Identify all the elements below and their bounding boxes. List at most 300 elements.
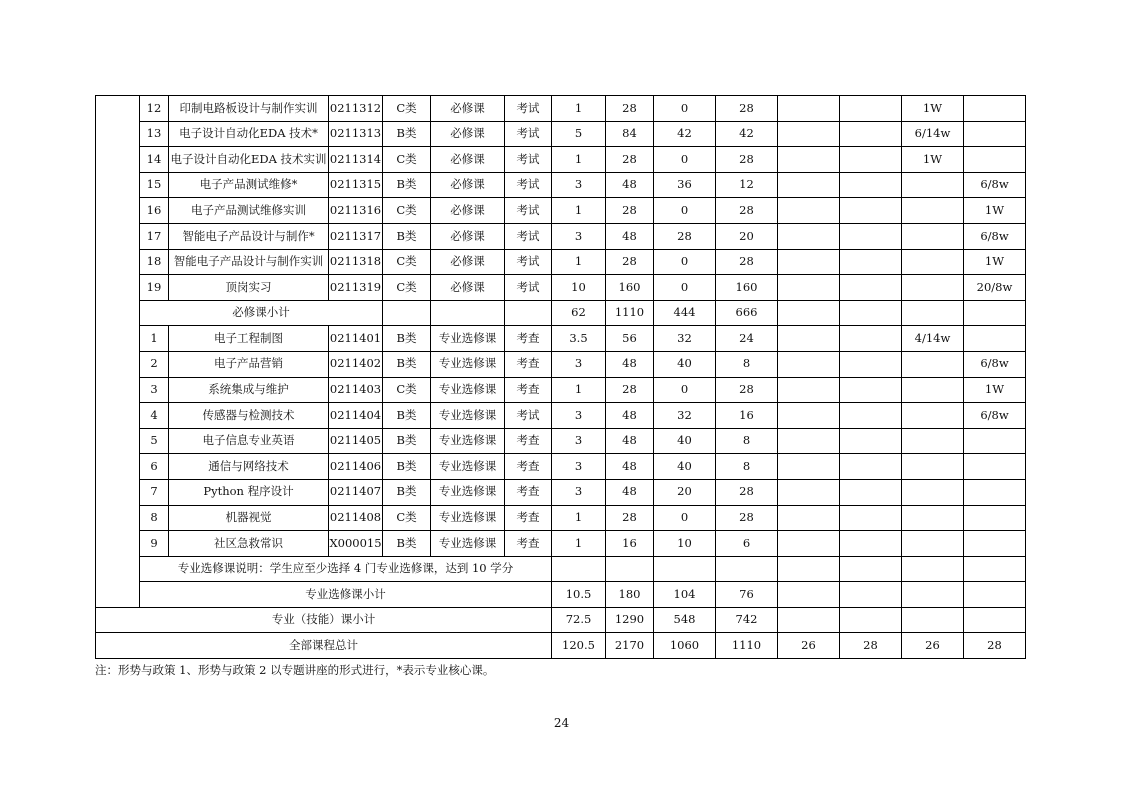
semester-5-hours <box>778 121 840 147</box>
semester-5-hours <box>778 326 840 352</box>
course-category: C类 <box>383 198 431 224</box>
semester-8-hours <box>964 479 1026 505</box>
credits: 72.5 <box>552 607 606 633</box>
semester-5-hours <box>778 479 840 505</box>
professional-subtotal-row <box>96 607 1088 633</box>
course-category: C类 <box>383 147 431 173</box>
semester-6-hours <box>840 326 902 352</box>
total-hours: 48 <box>606 223 654 249</box>
semester-5-hours <box>778 351 840 377</box>
semester-5-hours <box>778 531 840 557</box>
semester-7-hours <box>902 275 964 301</box>
assessment-method: 考试 <box>505 121 552 147</box>
assessment-method: 考试 <box>505 403 552 429</box>
credits: 3 <box>552 454 606 480</box>
semester-5-hours <box>778 505 840 531</box>
theory-hours: 444 <box>654 300 716 326</box>
table-row <box>96 428 1088 454</box>
credits: 3 <box>552 172 606 198</box>
semester-8-hours: 1W <box>964 377 1026 403</box>
course-type: 专业选修课 <box>431 479 505 505</box>
empty-cell <box>902 556 964 582</box>
course-name: 智能电子产品设计与制作* <box>169 223 329 249</box>
total-label: 全部课程总计 <box>96 633 552 659</box>
row-number: 18 <box>140 249 169 275</box>
total-hours: 1110 <box>606 300 654 326</box>
empty-cell <box>964 300 1026 326</box>
semester-6-hours <box>840 121 902 147</box>
semester-6-hours <box>840 531 902 557</box>
practice-hours: 6 <box>716 531 778 557</box>
total-hours: 160 <box>606 275 654 301</box>
course-code: 0211318 <box>329 249 383 275</box>
course-name: 印制电路板设计与制作实训 <box>169 96 329 122</box>
empty-cell <box>902 300 964 326</box>
row-number: 7 <box>140 479 169 505</box>
course-category: C类 <box>383 377 431 403</box>
subtotal-label: 专业（技能）课小计 <box>96 607 552 633</box>
credits: 1 <box>552 505 606 531</box>
theory-hours: 20 <box>654 479 716 505</box>
course-name: Python 程序设计 <box>169 479 329 505</box>
theory-hours: 1060 <box>654 633 716 659</box>
practice-hours: 742 <box>716 607 778 633</box>
semester-7-hours <box>902 172 964 198</box>
course-category: B类 <box>383 172 431 198</box>
semester-7-hours <box>902 479 964 505</box>
assessment-method: 考查 <box>505 505 552 531</box>
practice-hours: 160 <box>716 275 778 301</box>
semester-8-hours: 6/8w <box>964 223 1026 249</box>
practice-hours: 42 <box>716 121 778 147</box>
course-category: B类 <box>383 479 431 505</box>
course-type: 专业选修课 <box>431 326 505 352</box>
semester-8-hours <box>964 454 1026 480</box>
practice-hours: 76 <box>716 582 778 608</box>
credits: 3 <box>552 479 606 505</box>
course-type: 专业选修课 <box>431 505 505 531</box>
total-hours: 16 <box>606 531 654 557</box>
credits: 3 <box>552 403 606 429</box>
table-row <box>96 96 1088 122</box>
category-group-cell <box>96 96 140 608</box>
course-type: 专业选修课 <box>431 351 505 377</box>
course-type: 必修课 <box>431 249 505 275</box>
credits: 3 <box>552 223 606 249</box>
total-hours: 48 <box>606 479 654 505</box>
semester-7-hours <box>902 428 964 454</box>
semester-6-hours <box>840 454 902 480</box>
practice-hours: 8 <box>716 454 778 480</box>
row-number: 9 <box>140 531 169 557</box>
practice-hours: 666 <box>716 300 778 326</box>
course-name: 电子设计自动化EDA 技术实训 <box>169 147 329 173</box>
course-type: 专业选修课 <box>431 428 505 454</box>
credits: 1 <box>552 377 606 403</box>
row-number: 19 <box>140 275 169 301</box>
row-number: 5 <box>140 428 169 454</box>
course-schedule-table <box>95 95 1088 659</box>
empty-cell <box>964 556 1026 582</box>
theory-hours: 0 <box>654 275 716 301</box>
course-type: 必修课 <box>431 198 505 224</box>
assessment-method: 考试 <box>505 147 552 173</box>
table-row <box>96 172 1088 198</box>
semester-7-hours: 4/14w <box>902 326 964 352</box>
course-type: 必修课 <box>431 275 505 301</box>
course-type: 专业选修课 <box>431 377 505 403</box>
row-number: 16 <box>140 198 169 224</box>
table-row <box>96 198 1088 224</box>
semester-8-hours <box>964 96 1026 122</box>
total-hours: 48 <box>606 403 654 429</box>
course-type: 专业选修课 <box>431 531 505 557</box>
semester-6-hours <box>840 198 902 224</box>
credits: 1 <box>552 531 606 557</box>
course-type: 专业选修课 <box>431 454 505 480</box>
assessment-method: 考试 <box>505 223 552 249</box>
course-name: 传感器与检测技术 <box>169 403 329 429</box>
semester-6-hours <box>840 377 902 403</box>
assessment-method: 考查 <box>505 351 552 377</box>
theory-hours: 104 <box>654 582 716 608</box>
row-number: 1 <box>140 326 169 352</box>
semester-8-hours <box>964 428 1026 454</box>
course-code: 0211405 <box>329 428 383 454</box>
course-type: 必修课 <box>431 121 505 147</box>
semester-6-hours <box>840 275 902 301</box>
row-number: 17 <box>140 223 169 249</box>
semester-6-hours <box>840 351 902 377</box>
course-type: 必修课 <box>431 96 505 122</box>
semester-5-hours: 26 <box>778 633 840 659</box>
course-category: B类 <box>383 403 431 429</box>
course-category: C类 <box>383 275 431 301</box>
assessment-method: 考试 <box>505 96 552 122</box>
practice-hours: 28 <box>716 249 778 275</box>
assessment-method: 考试 <box>505 172 552 198</box>
total-hours: 48 <box>606 172 654 198</box>
semester-5-hours <box>778 147 840 173</box>
assessment-method: 考查 <box>505 428 552 454</box>
empty-cell <box>383 300 431 326</box>
practice-hours: 28 <box>716 505 778 531</box>
table-body <box>96 96 1088 659</box>
row-number: 2 <box>140 351 169 377</box>
course-code: X000015 <box>329 531 383 557</box>
semester-8-hours: 1W <box>964 198 1026 224</box>
subtotal-label: 专业选修课小计 <box>140 582 552 608</box>
row-number: 3 <box>140 377 169 403</box>
table-row <box>96 326 1088 352</box>
credits: 3.5 <box>552 326 606 352</box>
theory-hours: 0 <box>654 505 716 531</box>
course-code: 0211402 <box>329 351 383 377</box>
theory-hours: 0 <box>654 198 716 224</box>
total-hours: 84 <box>606 121 654 147</box>
row-number: 6 <box>140 454 169 480</box>
empty-cell <box>654 556 716 582</box>
total-hours: 28 <box>606 147 654 173</box>
assessment-method: 考试 <box>505 249 552 275</box>
table-row <box>96 121 1088 147</box>
table-row <box>96 479 1088 505</box>
semester-6-hours <box>840 147 902 173</box>
semester-8-hours: 6/8w <box>964 172 1026 198</box>
assessment-method: 考查 <box>505 326 552 352</box>
empty-cell <box>964 582 1026 608</box>
total-hours: 48 <box>606 428 654 454</box>
elective-note: 专业选修课说明：学生应至少选择 4 门专业选修课，达到 10 学分 <box>140 556 552 582</box>
course-category: B类 <box>383 531 431 557</box>
course-name: 系统集成与维护 <box>169 377 329 403</box>
assessment-method: 考试 <box>505 275 552 301</box>
course-category: C类 <box>383 505 431 531</box>
course-code: 0211312 <box>329 96 383 122</box>
empty-cell <box>505 300 552 326</box>
course-type: 必修课 <box>431 172 505 198</box>
credits: 1 <box>552 96 606 122</box>
table-row <box>96 454 1088 480</box>
practice-hours: 28 <box>716 479 778 505</box>
practice-hours: 28 <box>716 377 778 403</box>
theory-hours: 0 <box>654 147 716 173</box>
row-number: 4 <box>140 403 169 429</box>
course-code: 0211315 <box>329 172 383 198</box>
assessment-method: 考查 <box>505 531 552 557</box>
semester-5-hours <box>778 275 840 301</box>
practice-hours: 28 <box>716 147 778 173</box>
course-category: B类 <box>383 121 431 147</box>
course-name: 电子工程制图 <box>169 326 329 352</box>
empty-cell <box>606 556 654 582</box>
course-type: 必修课 <box>431 223 505 249</box>
course-name: 电子产品测试维修实训 <box>169 198 329 224</box>
course-category: C类 <box>383 249 431 275</box>
table-row <box>96 275 1088 301</box>
course-name: 机器视觉 <box>169 505 329 531</box>
semester-5-hours <box>778 428 840 454</box>
semester-7-hours: 6/14w <box>902 121 964 147</box>
semester-5-hours <box>778 198 840 224</box>
semester-8-hours: 6/8w <box>964 403 1026 429</box>
row-number: 15 <box>140 172 169 198</box>
course-name: 电子设计自动化EDA 技术* <box>169 121 329 147</box>
credits: 10.5 <box>552 582 606 608</box>
course-code: 0211313 <box>329 121 383 147</box>
theory-hours: 28 <box>654 223 716 249</box>
course-type: 专业选修课 <box>431 403 505 429</box>
course-category: B类 <box>383 428 431 454</box>
practice-hours: 28 <box>716 198 778 224</box>
assessment-method: 考查 <box>505 377 552 403</box>
empty-cell <box>840 556 902 582</box>
course-name: 通信与网络技术 <box>169 454 329 480</box>
semester-6-hours: 28 <box>840 633 902 659</box>
empty-cell <box>840 582 902 608</box>
course-category: B类 <box>383 351 431 377</box>
semester-6-hours <box>840 403 902 429</box>
course-code: 0211401 <box>329 326 383 352</box>
practice-hours: 20 <box>716 223 778 249</box>
row-number: 14 <box>140 147 169 173</box>
course-name: 智能电子产品设计与制作实训 <box>169 249 329 275</box>
course-code: 0211403 <box>329 377 383 403</box>
credits: 62 <box>552 300 606 326</box>
credits: 3 <box>552 351 606 377</box>
total-hours: 1290 <box>606 607 654 633</box>
theory-hours: 0 <box>654 377 716 403</box>
semester-8-hours: 6/8w <box>964 351 1026 377</box>
semester-6-hours <box>840 96 902 122</box>
course-type: 必修课 <box>431 147 505 173</box>
semester-7-hours <box>902 377 964 403</box>
credits: 1 <box>552 198 606 224</box>
empty-cell <box>778 300 840 326</box>
credits: 10 <box>552 275 606 301</box>
empty-cell <box>840 300 902 326</box>
empty-cell <box>716 556 778 582</box>
theory-hours: 10 <box>654 531 716 557</box>
empty-cell <box>552 556 606 582</box>
theory-hours: 32 <box>654 403 716 429</box>
table-row <box>96 223 1088 249</box>
semester-6-hours <box>840 249 902 275</box>
theory-hours: 0 <box>654 249 716 275</box>
semester-7-hours <box>902 249 964 275</box>
semester-5-hours <box>778 223 840 249</box>
required-subtotal-row <box>96 300 1088 326</box>
theory-hours: 548 <box>654 607 716 633</box>
empty-cell <box>778 582 840 608</box>
row-number: 12 <box>140 96 169 122</box>
semester-5-hours <box>778 377 840 403</box>
semester-8-hours: 1W <box>964 249 1026 275</box>
theory-hours: 40 <box>654 428 716 454</box>
semester-8-hours <box>964 121 1026 147</box>
course-name: 顶岗实习 <box>169 275 329 301</box>
table-row <box>96 531 1088 557</box>
course-category: B类 <box>383 326 431 352</box>
semester-7-hours <box>902 403 964 429</box>
table-row <box>96 147 1088 173</box>
subtotal-label: 必修课小计 <box>140 300 383 326</box>
credits: 1 <box>552 249 606 275</box>
row-number: 8 <box>140 505 169 531</box>
course-code: 0211314 <box>329 147 383 173</box>
total-hours: 28 <box>606 505 654 531</box>
theory-hours: 32 <box>654 326 716 352</box>
table-row <box>96 351 1088 377</box>
semester-6-hours <box>840 505 902 531</box>
total-hours: 28 <box>606 249 654 275</box>
credits: 5 <box>552 121 606 147</box>
semester-6-hours <box>840 428 902 454</box>
total-hours: 28 <box>606 198 654 224</box>
practice-hours: 8 <box>716 351 778 377</box>
semester-7-hours <box>902 454 964 480</box>
theory-hours: 40 <box>654 454 716 480</box>
table-row <box>96 403 1088 429</box>
semester-7-hours: 1W <box>902 147 964 173</box>
practice-hours: 12 <box>716 172 778 198</box>
semester-7-hours: 1W <box>902 96 964 122</box>
empty-cell <box>431 300 505 326</box>
course-category: B类 <box>383 223 431 249</box>
course-code: 0211316 <box>329 198 383 224</box>
course-code: 0211407 <box>329 479 383 505</box>
semester-5-hours <box>778 403 840 429</box>
empty-cell <box>902 607 964 633</box>
credits: 3 <box>552 428 606 454</box>
course-name: 电子产品测试维修* <box>169 172 329 198</box>
course-code: 0211406 <box>329 454 383 480</box>
table-row <box>96 377 1088 403</box>
semester-7-hours <box>902 223 964 249</box>
theory-hours: 36 <box>654 172 716 198</box>
course-code: 0211404 <box>329 403 383 429</box>
assessment-method: 考查 <box>505 479 552 505</box>
course-category: B类 <box>383 454 431 480</box>
semester-5-hours <box>778 249 840 275</box>
practice-hours: 24 <box>716 326 778 352</box>
table-row <box>96 505 1088 531</box>
empty-cell <box>902 582 964 608</box>
practice-hours: 28 <box>716 96 778 122</box>
empty-cell <box>778 607 840 633</box>
semester-7-hours <box>902 351 964 377</box>
course-code: 0211408 <box>329 505 383 531</box>
course-name: 社区急救常识 <box>169 531 329 557</box>
empty-cell <box>778 556 840 582</box>
page-number: 24 <box>553 716 570 730</box>
empty-cell <box>840 607 902 633</box>
semester-5-hours <box>778 96 840 122</box>
semester-8-hours <box>964 326 1026 352</box>
credits: 1 <box>552 147 606 173</box>
semester-8-hours <box>964 505 1026 531</box>
semester-8-hours <box>964 531 1026 557</box>
credits: 120.5 <box>552 633 606 659</box>
elective-note-row <box>96 556 1088 582</box>
semester-7-hours: 26 <box>902 633 964 659</box>
total-hours: 28 <box>606 377 654 403</box>
table-row <box>96 249 1088 275</box>
semester-6-hours <box>840 223 902 249</box>
semester-5-hours <box>778 172 840 198</box>
semester-6-hours <box>840 172 902 198</box>
semester-7-hours <box>902 531 964 557</box>
assessment-method: 考试 <box>505 198 552 224</box>
practice-hours: 1110 <box>716 633 778 659</box>
course-category: C类 <box>383 96 431 122</box>
elective-subtotal-row <box>96 582 1088 608</box>
semester-8-hours <box>964 147 1026 173</box>
total-hours: 48 <box>606 351 654 377</box>
total-hours: 2170 <box>606 633 654 659</box>
course-code: 0211319 <box>329 275 383 301</box>
semester-8-hours: 20/8w <box>964 275 1026 301</box>
practice-hours: 8 <box>716 428 778 454</box>
semester-6-hours <box>840 479 902 505</box>
theory-hours: 42 <box>654 121 716 147</box>
course-name: 电子信息专业英语 <box>169 428 329 454</box>
semester-7-hours <box>902 505 964 531</box>
total-hours: 180 <box>606 582 654 608</box>
row-number: 13 <box>140 121 169 147</box>
course-name: 电子产品营销 <box>169 351 329 377</box>
course-code: 0211317 <box>329 223 383 249</box>
